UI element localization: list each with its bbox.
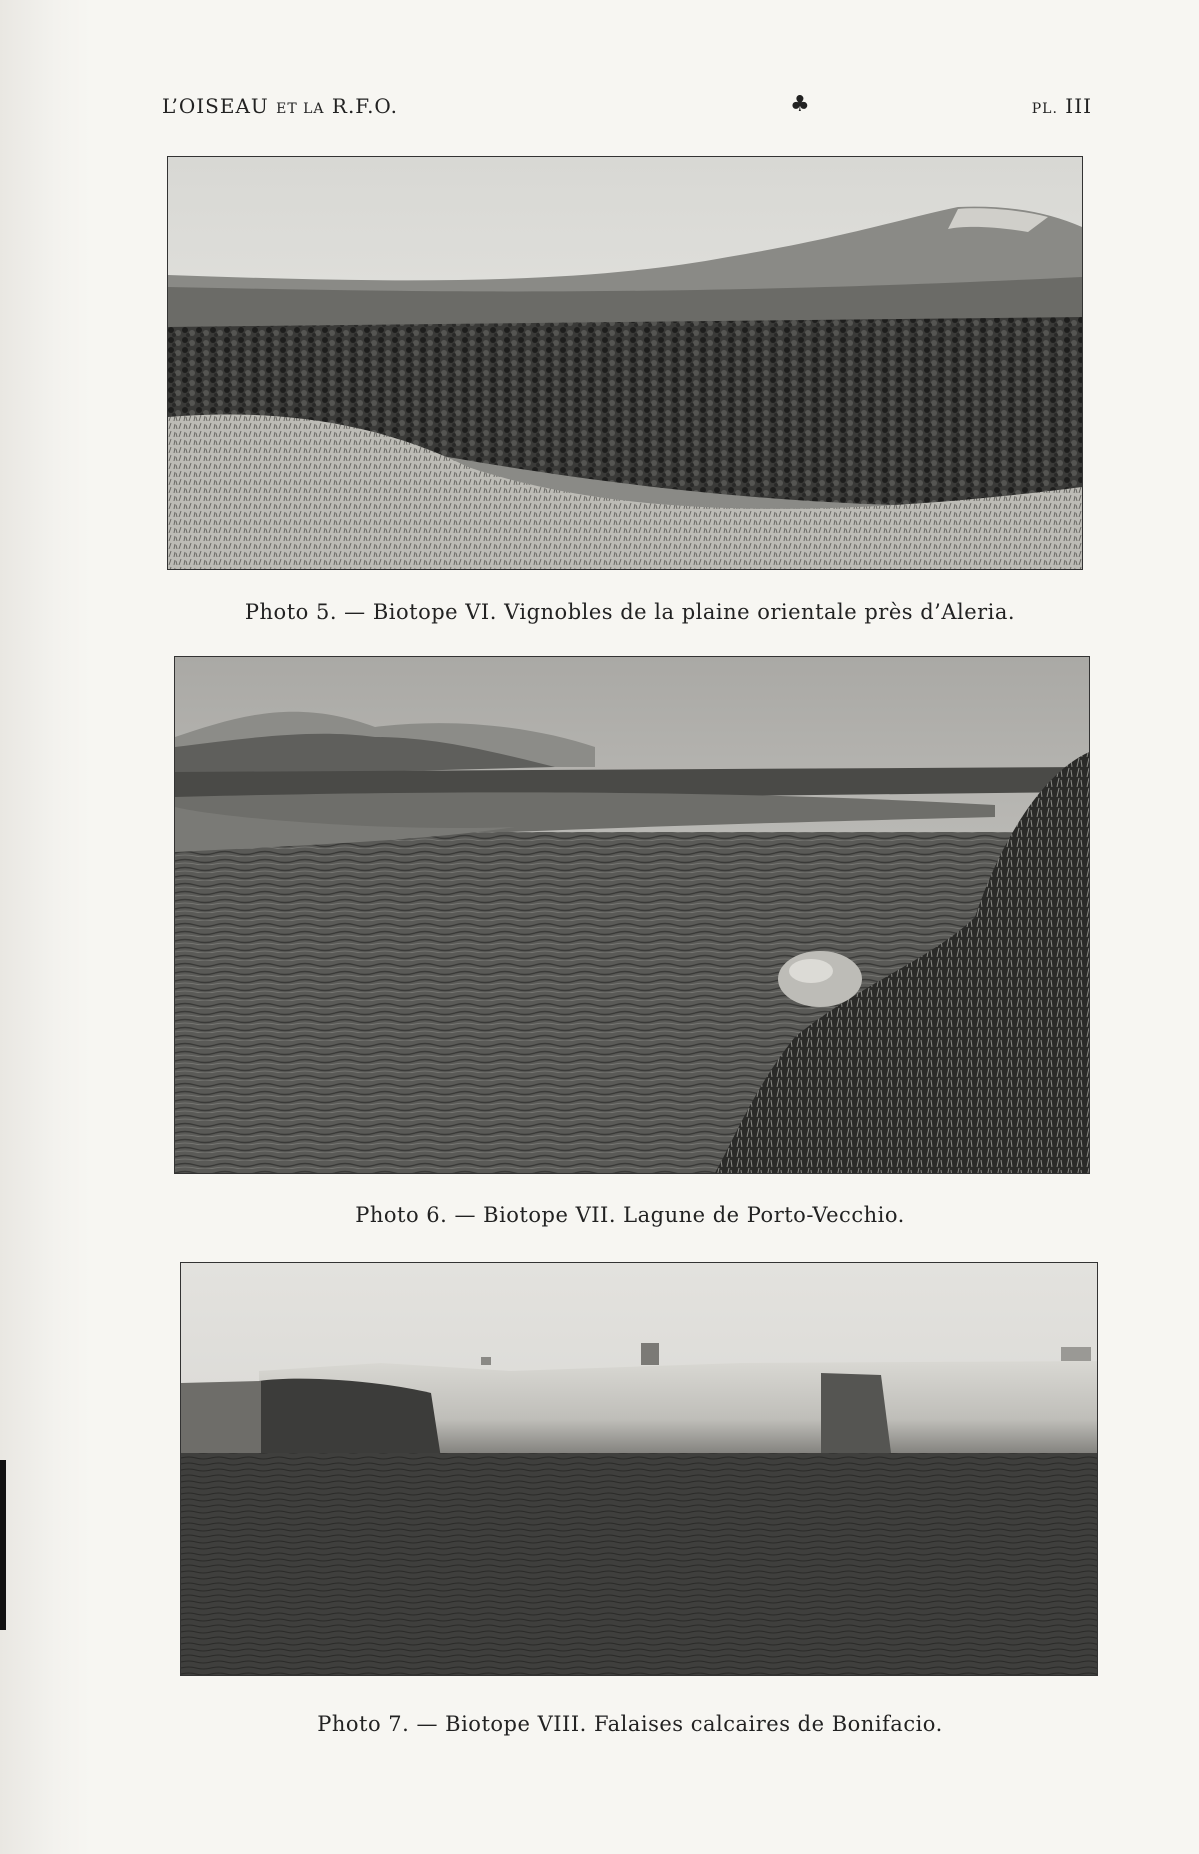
cliffs-photo xyxy=(180,1262,1098,1676)
journal-title xyxy=(162,94,398,118)
cliffs-image xyxy=(181,1263,1097,1675)
lagoon-image xyxy=(175,657,1089,1173)
photo-5-caption: Photo 5. — Biotope VI. Vignobles de la plaine orientale près d’Aleria. xyxy=(244,600,1016,624)
vineyard-photo xyxy=(167,156,1083,570)
journal-title-end: R.F.O. xyxy=(331,94,399,118)
plate-number xyxy=(1032,94,1092,118)
lagoon-photo xyxy=(174,656,1090,1174)
photo-7-caption: Photo 7. — Biotope VIII. Falaises calcaires de Bonifacio. xyxy=(317,1712,943,1736)
photo-6-caption: Photo 6. — Biotope VII. Lagune de Porto-Vecchio. xyxy=(355,1203,905,1227)
binding-mark xyxy=(0,1460,6,1630)
journal-title-main: L’OISEAU xyxy=(162,94,269,118)
page-gutter xyxy=(0,0,92,1854)
journal-title-small: ET LA xyxy=(276,101,325,117)
running-header xyxy=(162,94,1092,130)
plate-label: PL. xyxy=(1031,101,1058,117)
plate-numeral: III xyxy=(1065,94,1092,118)
ornament-mark: ♣ xyxy=(790,92,811,117)
vineyard-image xyxy=(168,157,1082,569)
